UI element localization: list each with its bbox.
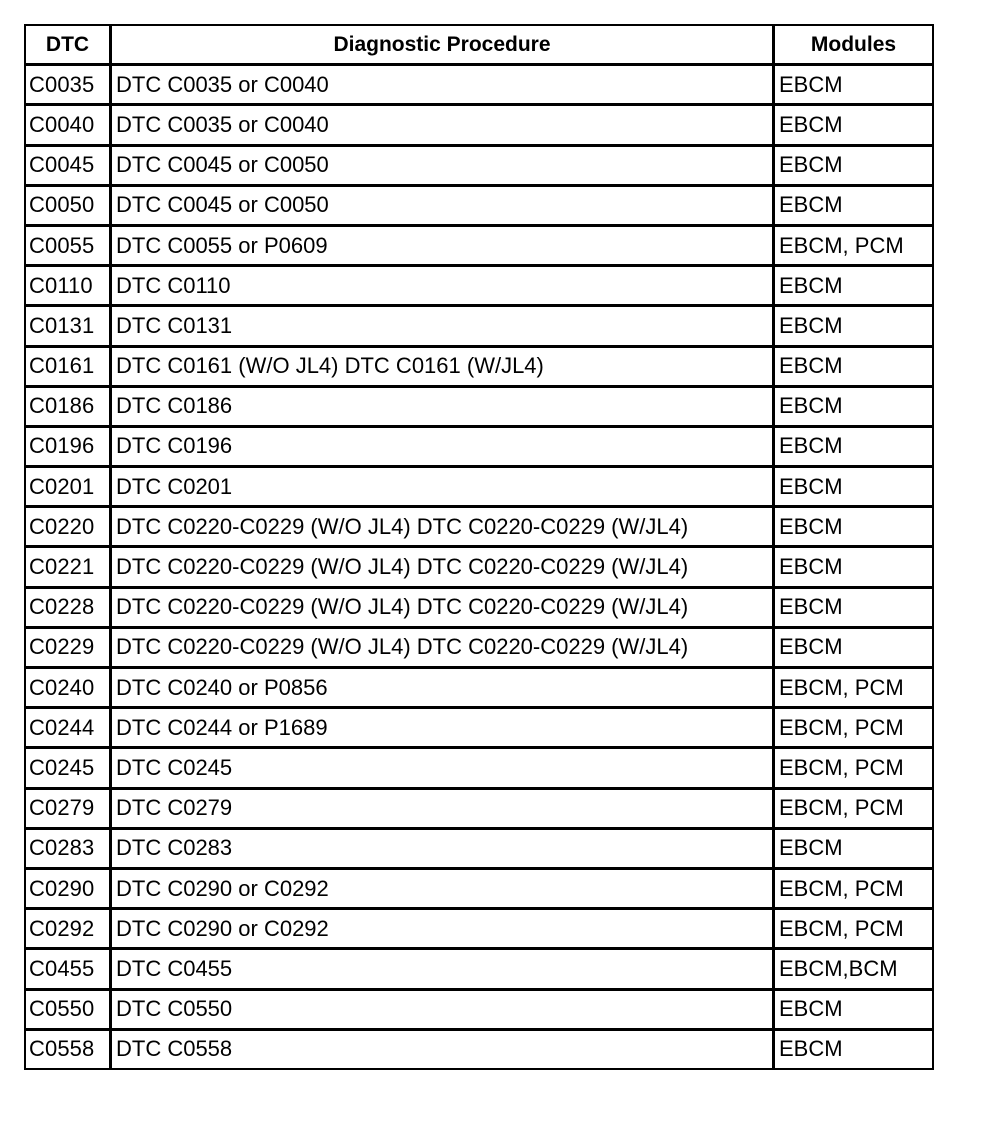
modules-cell: EBCM: [775, 66, 932, 106]
table-row: [26, 267, 932, 307]
dtc-code-cell: C0131: [26, 307, 112, 347]
dtc-code-cell: C0292: [26, 910, 112, 950]
diagnostic-procedure-cell: DTC C0045 or C0050: [112, 187, 775, 227]
dtc-code-cell: C0290: [26, 870, 112, 910]
table-row: [26, 468, 932, 508]
dtc-code-cell: C0050: [26, 187, 112, 227]
dtc-code-cell: C0186: [26, 388, 112, 428]
modules-cell: EBCM,BCM: [775, 950, 932, 990]
dtc-code-cell: C0196: [26, 428, 112, 468]
table-row: [26, 508, 932, 548]
diagnostic-procedure-cell: DTC C0161 (W/O JL4) DTC C0161 (W/JL4): [112, 348, 775, 388]
table-row: [26, 790, 932, 830]
diagnostic-procedure-cell: DTC C0220-C0229 (W/O JL4) DTC C0220-C0229 (W/JL4): [112, 508, 775, 548]
modules-cell: EBCM, PCM: [775, 790, 932, 830]
modules-cell: EBCM: [775, 629, 932, 669]
dtc-code-cell: C0558: [26, 1031, 112, 1068]
dtc-code-cell: C0055: [26, 227, 112, 267]
table-header: [26, 26, 932, 66]
dtc-code-cell: C0228: [26, 589, 112, 629]
diagnostic-procedure-cell: DTC C0558: [112, 1031, 775, 1068]
diagnostic-procedure-cell: DTC C0455: [112, 950, 775, 990]
modules-cell: EBCM, PCM: [775, 749, 932, 789]
dtc-code-cell: C0110: [26, 267, 112, 307]
table-row: [26, 830, 932, 870]
diagnostic-procedure-cell: DTC C0290 or C0292: [112, 910, 775, 950]
table-row: [26, 709, 932, 749]
diagnostic-procedure-cell: DTC C0220-C0229 (W/O JL4) DTC C0220-C0229 (W/JL4): [112, 589, 775, 629]
table-row: [26, 147, 932, 187]
table-row: [26, 548, 932, 588]
diagnostic-procedure-cell: DTC C0201: [112, 468, 775, 508]
table-row: [26, 910, 932, 950]
dtc-code-cell: C0245: [26, 749, 112, 789]
table-row: [26, 749, 932, 789]
dtc-code-cell: C0283: [26, 830, 112, 870]
dtc-code-cell: C0244: [26, 709, 112, 749]
table-row: [26, 187, 932, 227]
dtc-code-cell: C0279: [26, 790, 112, 830]
modules-cell: EBCM: [775, 267, 932, 307]
table-row: [26, 348, 932, 388]
diagnostic-procedure-cell: DTC C0196: [112, 428, 775, 468]
header-row: [26, 26, 932, 66]
modules-cell: EBCM, PCM: [775, 669, 932, 709]
header-modules: Modules: [775, 26, 932, 66]
diagnostic-procedure-cell: DTC C0240 or P0856: [112, 669, 775, 709]
modules-cell: EBCM: [775, 468, 932, 508]
modules-cell: EBCM: [775, 307, 932, 347]
dtc-code-cell: C0455: [26, 950, 112, 990]
table-body: [26, 66, 932, 1068]
table-row: [26, 589, 932, 629]
table-row: [26, 669, 932, 709]
table-row: [26, 428, 932, 468]
header-dtc: DTC: [26, 26, 112, 66]
modules-cell: EBCM: [775, 589, 932, 629]
dtc-code-cell: C0035: [26, 66, 112, 106]
diagnostic-procedure-cell: DTC C0055 or P0609: [112, 227, 775, 267]
header-diagnostic-procedure: Diagnostic Procedure: [112, 26, 775, 66]
diagnostic-procedure-cell: DTC C0279: [112, 790, 775, 830]
table-row: [26, 991, 932, 1031]
modules-cell: EBCM: [775, 991, 932, 1031]
modules-cell: EBCM: [775, 388, 932, 428]
dtc-code-cell: C0040: [26, 106, 112, 146]
table-row: [26, 307, 932, 347]
table-row: [26, 629, 932, 669]
diagnostic-procedure-cell: DTC C0220-C0229 (W/O JL4) DTC C0220-C0229 (W/JL4): [112, 629, 775, 669]
table-row: [26, 870, 932, 910]
modules-cell: EBCM, PCM: [775, 870, 932, 910]
modules-cell: EBCM: [775, 106, 932, 146]
modules-cell: EBCM: [775, 548, 932, 588]
table-row: [26, 388, 932, 428]
table-row: [26, 950, 932, 990]
diagnostic-procedure-cell: DTC C0035 or C0040: [112, 66, 775, 106]
diagnostic-procedure-cell: DTC C0131: [112, 307, 775, 347]
dtc-code-cell: C0550: [26, 991, 112, 1031]
modules-cell: EBCM: [775, 508, 932, 548]
modules-cell: EBCM, PCM: [775, 910, 932, 950]
dtc-code-cell: C0221: [26, 548, 112, 588]
modules-cell: EBCM, PCM: [775, 709, 932, 749]
diagnostic-procedure-cell: DTC C0186: [112, 388, 775, 428]
diagnostic-procedure-cell: DTC C0283: [112, 830, 775, 870]
dtc-table: [24, 24, 934, 1070]
dtc-code-cell: C0045: [26, 147, 112, 187]
table-row: [26, 1031, 932, 1068]
diagnostic-procedure-cell: DTC C0110: [112, 267, 775, 307]
diagnostic-procedure-cell: DTC C0245: [112, 749, 775, 789]
dtc-code-cell: C0220: [26, 508, 112, 548]
modules-cell: EBCM: [779, 1036, 843, 1062]
modules-cell: EBCM, PCM: [775, 227, 932, 267]
diagnostic-procedure-cell: DTC C0045 or C0050: [112, 147, 775, 187]
diagnostic-procedure-cell: DTC C0290 or C0292: [112, 870, 775, 910]
modules-cell: EBCM: [775, 830, 932, 870]
diagnostic-procedure-cell: DTC C0220-C0229 (W/O JL4) DTC C0220-C0229 (W/JL4): [112, 548, 775, 588]
dtc-code-cell: C0201: [26, 468, 112, 508]
modules-cell: EBCM: [775, 147, 932, 187]
dtc-code-cell: C0240: [26, 669, 112, 709]
dtc-code-cell: C0229: [26, 629, 112, 669]
diagnostic-procedure-cell: DTC C0035 or C0040: [112, 106, 775, 146]
modules-cell: EBCM: [775, 187, 932, 227]
modules-cell: EBCM: [775, 428, 932, 468]
diagnostic-procedure-cell: DTC C0244 or P1689: [112, 709, 775, 749]
table-row: [26, 66, 932, 106]
table-row: [26, 227, 932, 267]
modules-cell: EBCM: [775, 348, 932, 388]
diagnostic-procedure-cell: DTC C0550: [112, 991, 775, 1031]
table-row: [26, 106, 932, 146]
dtc-code-cell: C0161: [26, 348, 112, 388]
